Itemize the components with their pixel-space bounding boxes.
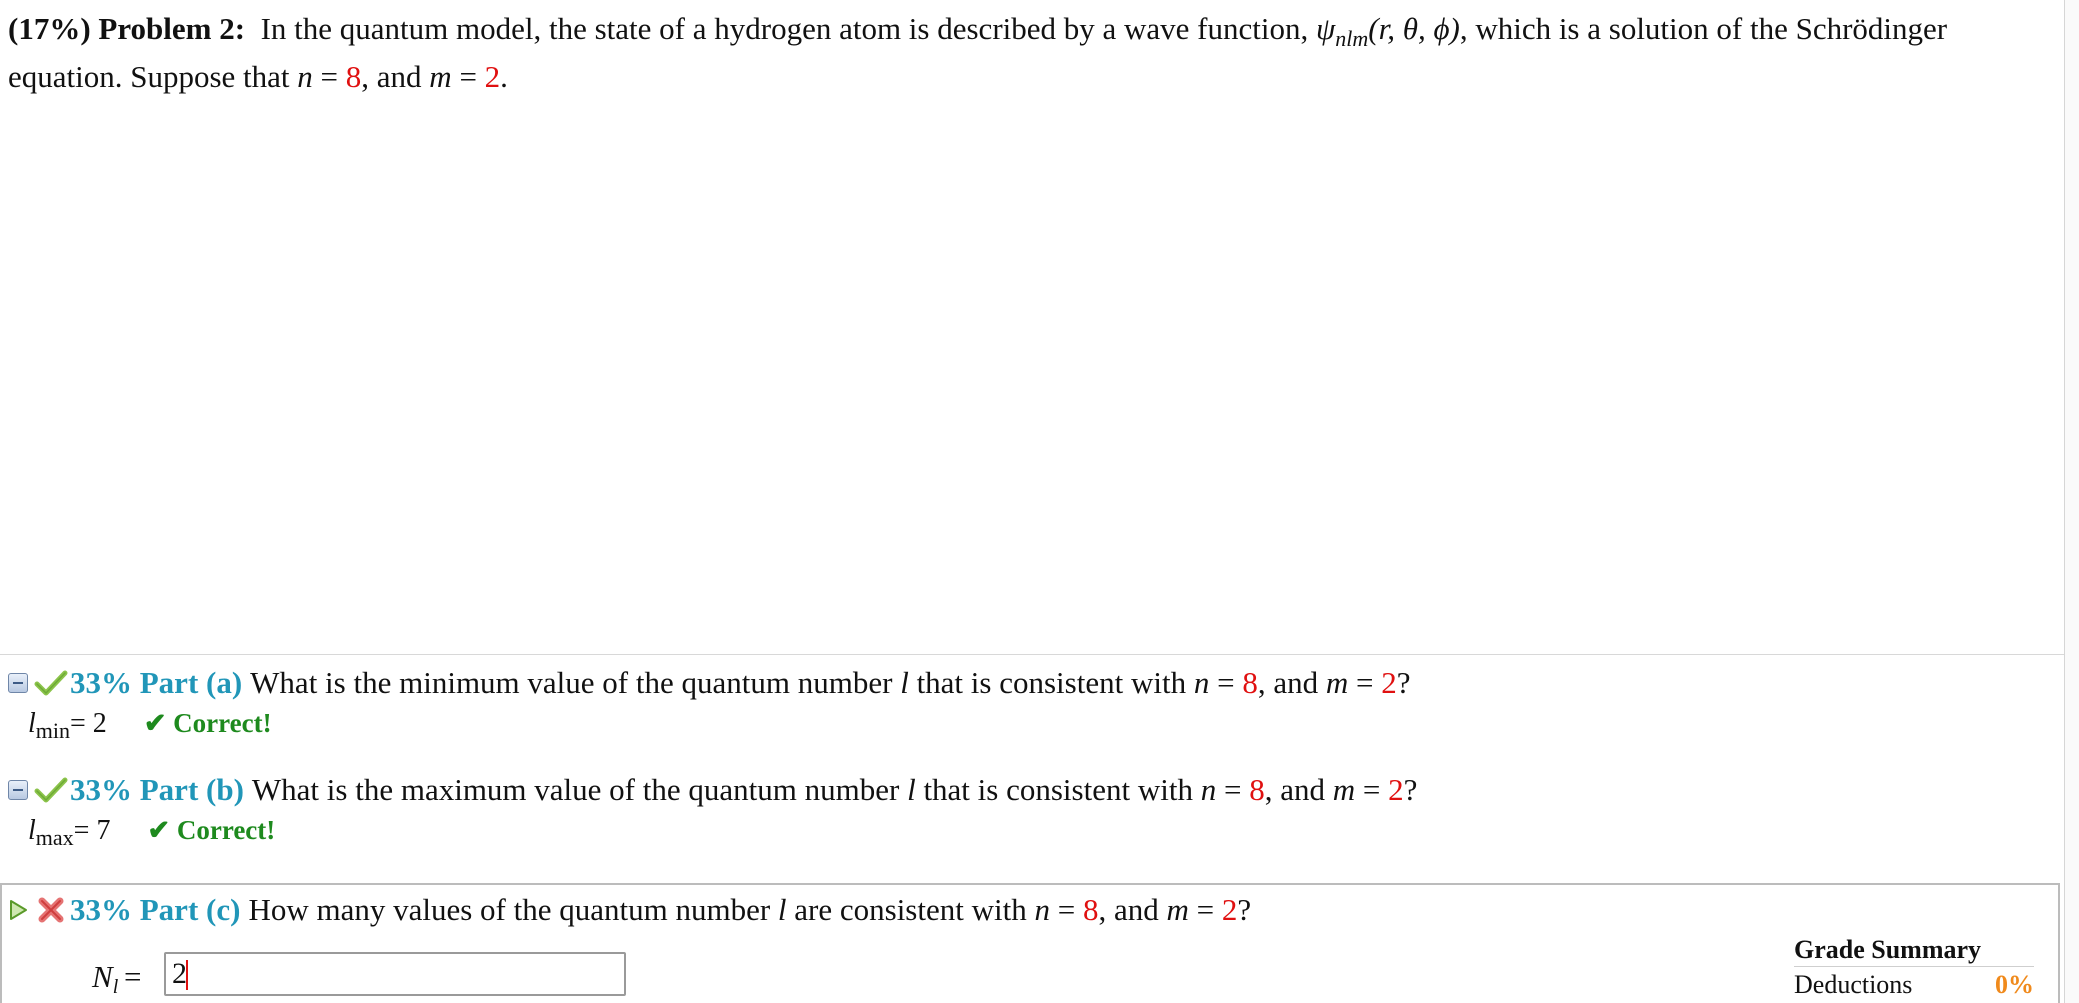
collapse-minus-icon[interactable] bbox=[8, 673, 28, 693]
red-x-icon bbox=[36, 895, 66, 925]
m-value: 2 bbox=[1388, 772, 1404, 807]
equals-sign: = bbox=[1057, 892, 1076, 927]
problem-statement bbox=[8, 10, 2058, 96]
question-text: What is the minimum value of the quantum number bbox=[250, 665, 893, 700]
expand-arrow-icon[interactable] bbox=[8, 899, 28, 921]
psi-args: (r, θ, ϕ) bbox=[1368, 11, 1460, 46]
answer-variable: l bbox=[28, 708, 36, 739]
nl-equals: = bbox=[124, 959, 142, 994]
part-b-label: Part (b) bbox=[139, 772, 244, 807]
part-a-percent: 33% bbox=[70, 665, 132, 700]
part-c-question: How many values of the quantum number l are consistent with n = 8, and m = 2? bbox=[248, 892, 1252, 927]
l-symbol: l bbox=[907, 772, 916, 807]
part-a-header bbox=[8, 664, 1410, 702]
equals-sign: = bbox=[459, 59, 477, 95]
n-symbol: n bbox=[297, 59, 313, 95]
part-c-label: Part (c) bbox=[139, 892, 241, 927]
grade-summary-title: Grade Summary bbox=[1794, 934, 2034, 967]
equals-sign: = bbox=[1223, 772, 1242, 807]
correct-status: ✔ Correct! bbox=[143, 708, 272, 738]
equals-sign: = bbox=[1196, 892, 1215, 927]
problem-weight: (17%) bbox=[8, 11, 91, 46]
m-value: 2 bbox=[1221, 892, 1238, 927]
correct-status: ✔ Correct! bbox=[147, 815, 276, 845]
part-b-percent: 33% bbox=[70, 772, 132, 807]
answer-value: = 2 bbox=[70, 708, 107, 739]
and-text: , and bbox=[1264, 772, 1325, 807]
part-a-question: What is the minimum value of the quantum number l that is consistent with n = 8, and m = 2? bbox=[250, 665, 1411, 700]
n-symbol: n bbox=[1193, 665, 1210, 700]
right-scroll-edge bbox=[2064, 0, 2079, 1003]
part-a-label: Part (a) bbox=[139, 665, 243, 700]
collapse-minus-icon[interactable] bbox=[8, 780, 28, 800]
nl-label bbox=[92, 958, 118, 1003]
m-symbol: m bbox=[1325, 665, 1349, 700]
input-subscript: l bbox=[112, 976, 119, 998]
problem-label: Problem 2: bbox=[98, 11, 246, 46]
m-value: 2 bbox=[1381, 665, 1397, 700]
l-symbol: l bbox=[777, 892, 787, 927]
input-variable: N bbox=[92, 959, 113, 994]
answer-value: = 7 bbox=[73, 815, 111, 846]
and-text: , and bbox=[1257, 665, 1319, 700]
n-value: 8 bbox=[1242, 665, 1258, 700]
part-a-answer bbox=[28, 706, 272, 748]
n-value: 8 bbox=[345, 59, 362, 95]
m-value: 2 bbox=[484, 59, 501, 95]
deductions-label: Deductions bbox=[1794, 970, 1913, 999]
m-symbol: m bbox=[429, 59, 452, 95]
n-symbol: n bbox=[1200, 772, 1217, 807]
part-b-answer bbox=[28, 813, 275, 855]
part-b-header bbox=[8, 771, 1417, 809]
deductions-value: 0% bbox=[1995, 970, 2034, 999]
n-value: 8 bbox=[1082, 892, 1099, 927]
deductions-row bbox=[1794, 969, 2034, 1001]
and-text: , and bbox=[361, 59, 422, 95]
psi-subscript: nlm bbox=[1335, 26, 1369, 52]
answer-subscript: max bbox=[35, 825, 74, 850]
l-symbol: l bbox=[900, 665, 909, 700]
green-check-icon bbox=[34, 775, 68, 805]
psi-symbol: ψ bbox=[1316, 11, 1336, 46]
nl-answer-input[interactable] bbox=[164, 952, 626, 996]
section-divider bbox=[0, 654, 2064, 655]
n-value: 8 bbox=[1249, 772, 1265, 807]
problem-text-1: In the quantum model, the state of a hydrogen atom is described by a wave function, bbox=[260, 11, 1309, 46]
m-symbol: m bbox=[1332, 772, 1356, 807]
period: . bbox=[500, 59, 508, 95]
grade-summary bbox=[1794, 934, 2034, 1001]
n-symbol: n bbox=[1034, 892, 1050, 927]
part-b-question: What is the maximum value of the quantum number l that is consistent with n = 8, and m = 2? bbox=[251, 772, 1418, 807]
text-cursor bbox=[186, 960, 188, 990]
and-text: , and bbox=[1098, 892, 1159, 927]
equals-sign: = bbox=[1355, 665, 1374, 700]
part-c-percent: 33% bbox=[70, 892, 132, 927]
problem-text-2: , which is a solution of the Schrödinger equation. Suppose that bbox=[8, 11, 1948, 95]
green-check-icon bbox=[34, 668, 68, 698]
question-text: How many values of the quantum number bbox=[248, 892, 771, 927]
question-tail: that is consistent with bbox=[916, 665, 1187, 700]
part-c-header bbox=[8, 891, 1251, 929]
m-symbol: m bbox=[1166, 892, 1189, 927]
equals-sign: = bbox=[1217, 665, 1235, 700]
question-tail: are consistent with bbox=[794, 892, 1027, 927]
question-text: What is the maximum value of the quantum number bbox=[251, 772, 900, 807]
answer-variable: l bbox=[28, 815, 36, 846]
equals-sign: = bbox=[1362, 772, 1381, 807]
answer-subscript: min bbox=[35, 718, 71, 743]
equals-sign: = bbox=[320, 59, 339, 95]
question-tail: that is consistent with bbox=[923, 772, 1193, 807]
